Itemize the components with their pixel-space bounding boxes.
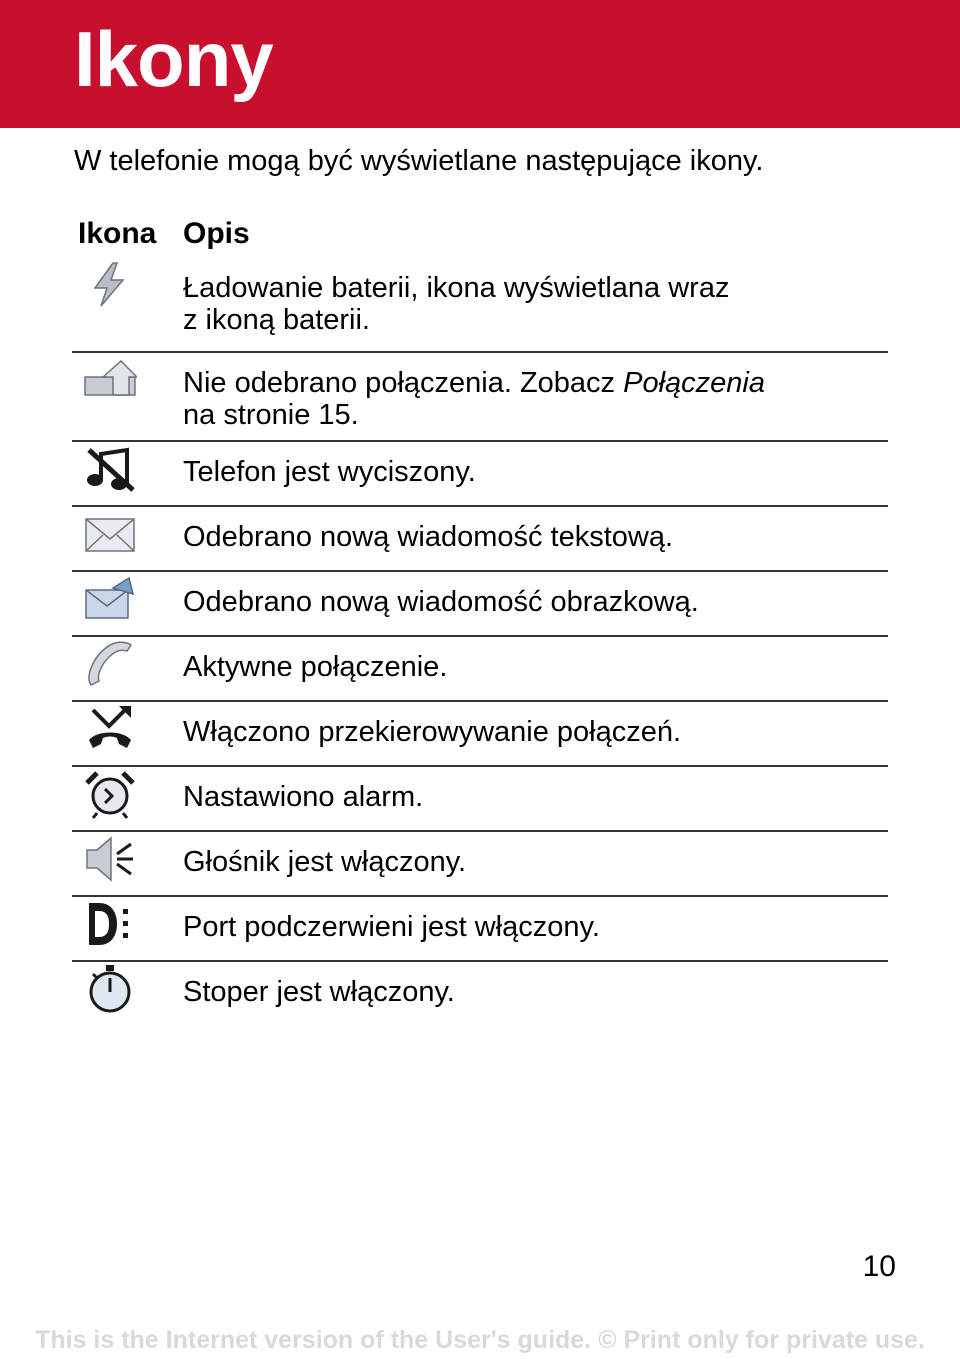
row-description: Włączono przekierowywanie połączeń. — [183, 716, 682, 748]
table-row — [72, 507, 888, 572]
speaker-icon — [72, 832, 183, 884]
table-row — [72, 572, 888, 637]
missed-call-icon — [72, 353, 183, 405]
row-description: Port podczerwieni jest włączony. — [183, 911, 600, 943]
table-row — [72, 442, 888, 507]
table-row — [72, 637, 888, 702]
table-row — [72, 353, 888, 442]
link-polaczenia: Połączenia — [623, 367, 765, 399]
row-description: Odebrano nową wiadomość tekstową. — [183, 521, 674, 553]
row-description: Aktywne połączenie. — [183, 651, 448, 683]
row-description: Nie odebrano połączenia. Zobacz Połączenia na stronie 15. — [183, 367, 765, 431]
charging-icon — [72, 258, 183, 310]
header-desc-column: Opis — [183, 217, 250, 250]
header-icon-column: Ikona — [78, 217, 157, 250]
row-description: Stoper jest włączony. — [183, 976, 455, 1008]
table-row — [72, 832, 888, 897]
table-row — [72, 702, 888, 767]
table-header — [72, 210, 888, 258]
page-number: 10 — [862, 1250, 896, 1283]
picture-message-icon — [72, 572, 183, 624]
row-description: Telefon jest wyciszony. — [183, 456, 476, 488]
row-description: Odebrano nową wiadomość obrazkową. — [183, 586, 699, 618]
icon-table — [72, 210, 888, 1027]
text-message-icon — [72, 507, 183, 559]
active-call-icon — [72, 637, 183, 689]
call-divert-icon — [72, 702, 183, 754]
alarm-icon — [72, 767, 183, 819]
infrared-icon — [72, 897, 183, 949]
table-row — [72, 258, 888, 353]
intro-text: W telefonie mogą być wyświetlane następujące ikony. — [74, 145, 764, 177]
stopwatch-icon — [72, 962, 183, 1014]
page-title: Ikony — [74, 15, 273, 103]
silent-icon — [72, 442, 183, 494]
row-description: Nastawiono alarm. — [183, 781, 424, 813]
table-row — [72, 897, 888, 962]
row-description: Ładowanie baterii, ikona wyświetlana wraz z ikoną baterii. — [183, 272, 730, 336]
header-banner — [0, 0, 960, 128]
table-row — [72, 767, 888, 832]
table-row — [72, 962, 888, 1027]
footer-notice: This is the Internet version of the User's guide. © Print only for private use. — [35, 1326, 925, 1354]
row-description: Głośnik jest włączony. — [183, 846, 467, 878]
